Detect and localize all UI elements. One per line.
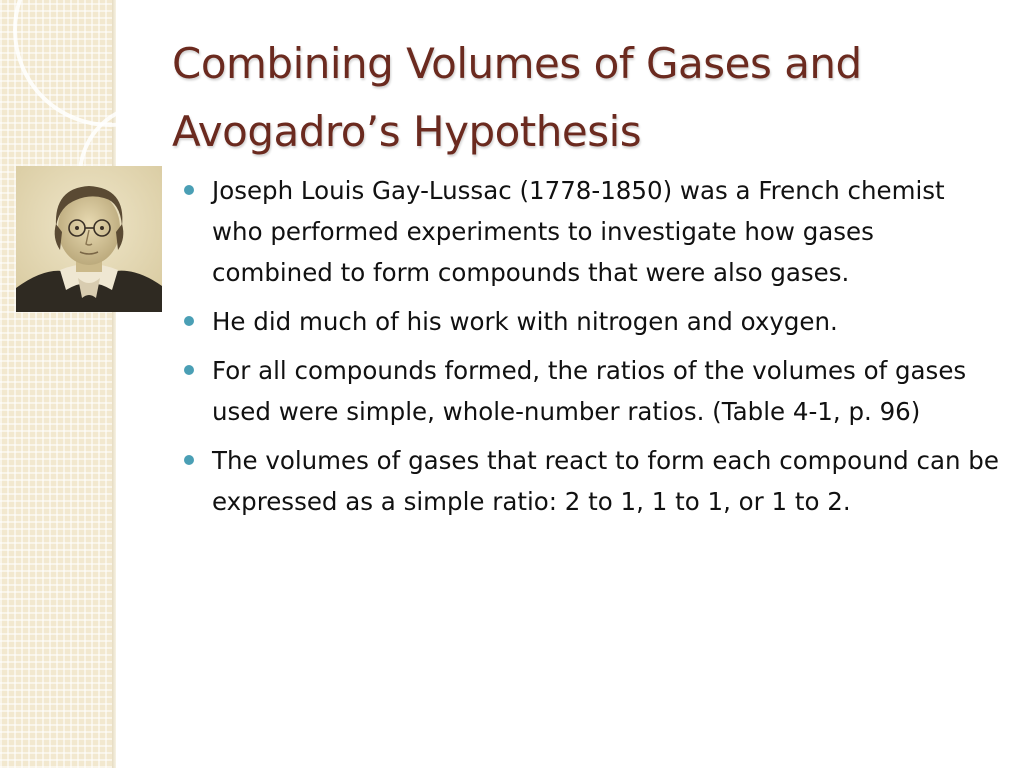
bullet-text: The volumes of gases that react to form each compound can be expressed as a simple ratio: 2 to 1, 1 to 1, or 1 to 2. — [212, 446, 999, 516]
bullet-item — [184, 170, 999, 293]
round-bullet-icon — [184, 316, 194, 326]
round-bullet-icon — [184, 185, 194, 195]
bullet-item — [184, 440, 999, 522]
slide-title: Combining Volumes of Gases and Avogadro’s Hypothesis — [172, 39, 862, 156]
bullet-text: For all compounds formed, the ratios of the volumes of gases used were simple, whole-number ratios. (Table 4-1, p. 96) — [212, 356, 967, 426]
bullet-text: Joseph Louis Gay-Lussac (1778-1850) was a French chemist who performed experiments to investigate how gases combined to form compounds that were also gases. — [212, 176, 945, 287]
bullet-text: He did much of his work with nitrogen and oxygen. — [212, 307, 838, 336]
gay-lussac-portrait — [16, 166, 162, 312]
bullet-item — [184, 350, 999, 432]
round-bullet-icon — [184, 365, 194, 375]
bullet-list — [184, 170, 999, 530]
round-bullet-icon — [184, 455, 194, 465]
bullet-item — [184, 301, 999, 342]
